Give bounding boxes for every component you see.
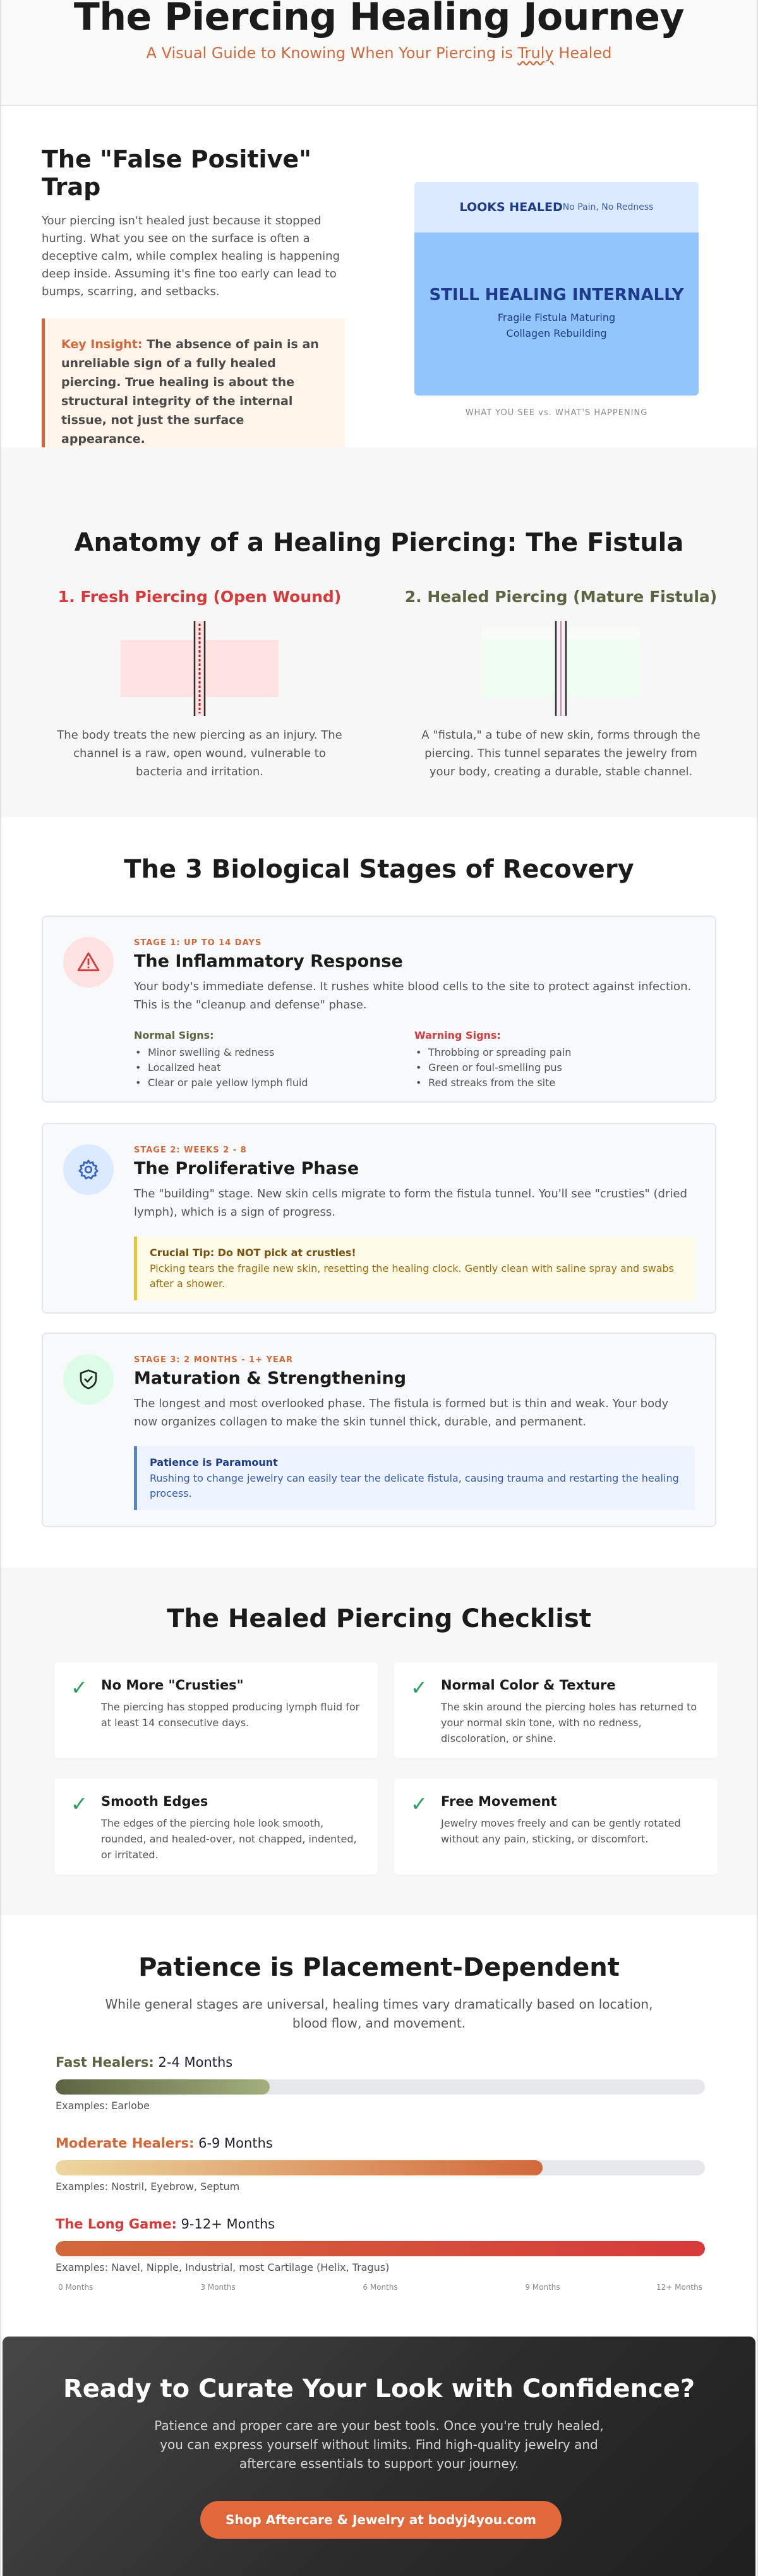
bar-title bbox=[56, 2216, 705, 2232]
checklist-section bbox=[1, 1568, 757, 1915]
axis-tick-label: 9 Months bbox=[525, 2283, 560, 2292]
checklist-item bbox=[54, 1779, 378, 1875]
stage-card-inflammatory bbox=[42, 916, 716, 1103]
list-item: • Green or foul-smelling pus bbox=[414, 1060, 695, 1075]
checkmark-icon: ✓ bbox=[71, 1676, 88, 1700]
fresh-piercing-title: 1. Fresh Piercing (Open Wound) bbox=[57, 588, 342, 606]
healed-piercing-illustration bbox=[479, 621, 643, 716]
internal-detail-1: Fragile Fistula Maturing bbox=[497, 311, 616, 324]
bar-examples: Examples: Navel, Nipple, Industrial, most Cartilage (Helix, Tragus) bbox=[56, 2261, 390, 2273]
cta-text: Patience and proper care are your best tools. Once you're truly healed, you can express yourself without limits. Find high-quality jewelry and aftercare essentials to support your journey. bbox=[154, 2418, 604, 2471]
cta-section bbox=[3, 2337, 755, 2576]
bar-group-name: The Long Game: bbox=[56, 2216, 177, 2232]
patience-box-text: Rushing to change jewelry can easily tear the delicate fistula, causing trauma and restarting the healing process. bbox=[150, 1472, 679, 1499]
looks-healed-sublabel: No Pain, No Redness bbox=[562, 202, 654, 212]
stages-section bbox=[1, 817, 757, 1568]
stage-label: STAGE 3: 2 MONTHS - 1+ YEAR bbox=[134, 1355, 293, 1365]
healing-bar-fast bbox=[56, 2054, 705, 2112]
stage-description: Your body's immediate defense. It rushes white blood cells to the site to protect against infection. This is the "cleanup and defense" phase. bbox=[134, 980, 692, 1012]
false-positive-text bbox=[42, 145, 345, 465]
checklist-item bbox=[394, 1779, 718, 1875]
looks-healed-label: LOOKS HEALED bbox=[459, 200, 563, 214]
warning-triangle-icon bbox=[63, 937, 114, 988]
key-insight-text: The absence of pain is an unreliable sign of a fully healed piercing. True healing is about the structural integrity of the internal tissue, not just the surface appearance. bbox=[61, 337, 319, 446]
progress-fill bbox=[56, 2241, 705, 2256]
checklist-title: The Healed Piercing Checklist bbox=[167, 1604, 591, 1633]
bar-examples: Examples: Nostril, Eyebrow, Septum bbox=[56, 2180, 240, 2192]
stage-title: The Inflammatory Response bbox=[134, 952, 403, 971]
subtitle-start: A Visual Guide to Knowing When Your Piercing is bbox=[146, 44, 518, 62]
normal-signs-title: Normal Signs: bbox=[134, 1029, 214, 1041]
diagram-internal-band bbox=[414, 233, 699, 341]
axis-tick-label: 0 Months bbox=[58, 2283, 93, 2292]
bar-examples: Examples: Earlobe bbox=[56, 2100, 150, 2112]
checklist-item-title: Normal Color & Texture bbox=[441, 1678, 616, 1693]
looks-vs-reality-diagram bbox=[414, 182, 699, 418]
checklist-item-text: The piercing has stopped producing lymph fluid for at least 14 consecutive days. bbox=[101, 1701, 360, 1729]
stage-title: Maturation & Strengthening bbox=[134, 1369, 407, 1388]
diagram-card bbox=[414, 182, 699, 396]
stage-label: STAGE 2: WEEKS 2 - 8 bbox=[134, 1146, 247, 1155]
gear-icon bbox=[63, 1144, 114, 1195]
warning-signs bbox=[414, 1029, 695, 1091]
checklist-item-text: The edges of the piercing hole look smooth, rounded, and healed-over, not chapped, indented, or irritated. bbox=[101, 1817, 357, 1861]
shield-check-icon bbox=[63, 1354, 114, 1405]
fresh-piercing-illustration bbox=[117, 621, 282, 716]
subtitle-underlined-word: Truly bbox=[517, 44, 554, 62]
axis-tick-label: 12+ Months bbox=[656, 2283, 702, 2292]
hero-header bbox=[1, 0, 757, 106]
bar-range: 9-12+ Months bbox=[176, 2216, 275, 2232]
placement-section bbox=[1, 1915, 757, 2332]
placement-title: Patience is Placement-Dependent bbox=[138, 1953, 620, 1982]
axis-tick-label: 3 Months bbox=[200, 2283, 236, 2292]
checklist-item-title: Free Movement bbox=[441, 1794, 557, 1809]
checklist-item-text: The skin around the piercing holes has returned to your normal skin tone, with no redness, discoloration, or shine. bbox=[441, 1701, 697, 1745]
stage-label: STAGE 1: UP TO 14 DAYS bbox=[134, 938, 262, 948]
timeline-axis bbox=[56, 2283, 705, 2293]
checklist-item-title: No More "Crusties" bbox=[101, 1678, 244, 1693]
progress-fill bbox=[56, 2160, 543, 2175]
checklist-item-title: Smooth Edges bbox=[101, 1794, 208, 1809]
anatomy-title: Anatomy of a Healing Piercing: The Fistula bbox=[74, 528, 684, 557]
false-positive-title: The "False Positive" Trap bbox=[42, 145, 311, 201]
still-healing-label: STILL HEALING INTERNALLY bbox=[429, 286, 684, 305]
list-item: • Clear or pale yellow lymph fluid bbox=[134, 1075, 414, 1091]
stage-title: The Proliferative Phase bbox=[134, 1159, 359, 1178]
diagram-surface-band bbox=[414, 182, 699, 233]
diagram-caption: WHAT YOU SEE vs. WHAT'S HAPPENING bbox=[465, 408, 648, 418]
checkmark-icon: ✓ bbox=[411, 1676, 428, 1700]
warning-signs-title: Warning Signs: bbox=[414, 1029, 501, 1041]
progress-track bbox=[56, 2160, 705, 2175]
list-item: • Red streaks from the site bbox=[414, 1075, 695, 1091]
patience-paramount-box bbox=[134, 1446, 695, 1510]
healed-piercing-title: 2. Healed Piercing (Mature Fistula) bbox=[404, 588, 718, 606]
bar-group-name: Fast Healers: bbox=[56, 2055, 154, 2070]
bar-group-name: Moderate Healers: bbox=[56, 2136, 195, 2151]
stages-title: The 3 Biological Stages of Recovery bbox=[124, 855, 634, 884]
checklist-item bbox=[54, 1662, 378, 1758]
signs-columns bbox=[134, 1029, 695, 1091]
normal-signs bbox=[134, 1029, 414, 1091]
anatomy-section bbox=[1, 447, 757, 817]
subtitle-end: Healed bbox=[553, 44, 612, 62]
checkmark-icon: ✓ bbox=[71, 1792, 88, 1816]
fresh-piercing-column bbox=[42, 588, 358, 781]
key-insight-box bbox=[42, 318, 345, 465]
bar-title bbox=[56, 2135, 705, 2151]
healed-piercing-description: A "fistula," a tube of new skin, forms through the piercing. This tunnel separates the jewelry from your body, creating a durable, stable channel. bbox=[421, 729, 701, 778]
key-insight-label: Key Insight: bbox=[61, 337, 143, 351]
fresh-piercing-description: The body treats the new piercing as an injury. The channel is a raw, open wound, vulnerable to bacteria and irritation. bbox=[57, 729, 342, 778]
healed-piercing-column bbox=[403, 588, 719, 781]
bar-range: 2-4 Months bbox=[153, 2055, 233, 2070]
shop-button[interactable]: Shop Aftercare & Jewelry at bodyj4you.com bbox=[200, 2501, 562, 2539]
stage-description: The "building" stage. New skin cells migrate to form the fistula tunnel. You'll see "crusties" (dried lymph), which is a sign of progress. bbox=[134, 1187, 687, 1219]
healing-bar-long bbox=[56, 2216, 705, 2273]
list-item: • Minor swelling & redness bbox=[134, 1045, 414, 1060]
crucial-tip-text: Picking tears the fragile new skin, resetting the healing clock. Gently clean with saline spray and swabs after a shower. bbox=[150, 1262, 674, 1290]
mature-fistula-graphic bbox=[479, 621, 643, 716]
checklist-item bbox=[394, 1662, 718, 1758]
stage-card-proliferative bbox=[42, 1123, 716, 1314]
crucial-tip-title: Crucial Tip: Do NOT pick at crusties! bbox=[150, 1247, 356, 1259]
axis-tick-label: 6 Months bbox=[363, 2283, 398, 2292]
checklist-item-text: Jewelry moves freely and can be gently rotated without any pain, sticking, or discomfort. bbox=[441, 1817, 681, 1845]
crucial-tip-box bbox=[134, 1237, 695, 1300]
list-item: • Localized heat bbox=[134, 1060, 414, 1075]
open-wound-graphic bbox=[117, 621, 282, 716]
healing-bar-moderate bbox=[56, 2135, 705, 2192]
placement-subtitle: While general stages are universal, healing times vary dramatically based on location, blood flow, and movement. bbox=[105, 1997, 653, 2031]
page-subtitle bbox=[1, 44, 757, 62]
stage-description: The longest and most overlooked phase. The fistula is formed but is thin and weak. Your body now organizes collagen to make the skin tunnel thick, durable, and permanent. bbox=[134, 1397, 669, 1429]
patience-box-title: Patience is Paramount bbox=[150, 1456, 278, 1468]
progress-track bbox=[56, 2079, 705, 2095]
progress-fill bbox=[56, 2079, 270, 2095]
progress-track bbox=[56, 2241, 705, 2256]
false-positive-description: Your piercing isn't healed just because it stopped hurting. What you see on the surface is often a deceptive calm, while complex healing is happening deep inside. Assuming it's fine too early can lead to bumps, scarring, and setbacks. bbox=[42, 214, 340, 298]
cta-title: Ready to Curate Your Look with Confidence? bbox=[63, 2374, 695, 2404]
bar-title bbox=[56, 2054, 705, 2071]
list-item: • Throbbing or spreading pain bbox=[414, 1045, 695, 1060]
bar-range: 6-9 Months bbox=[194, 2136, 273, 2151]
stage-card-maturation bbox=[42, 1333, 716, 1527]
false-positive-section bbox=[1, 106, 757, 447]
internal-detail-2: Collagen Rebuilding bbox=[506, 327, 607, 339]
checkmark-icon: ✓ bbox=[411, 1792, 428, 1816]
page-title: The Piercing Healing Journey bbox=[73, 0, 685, 39]
